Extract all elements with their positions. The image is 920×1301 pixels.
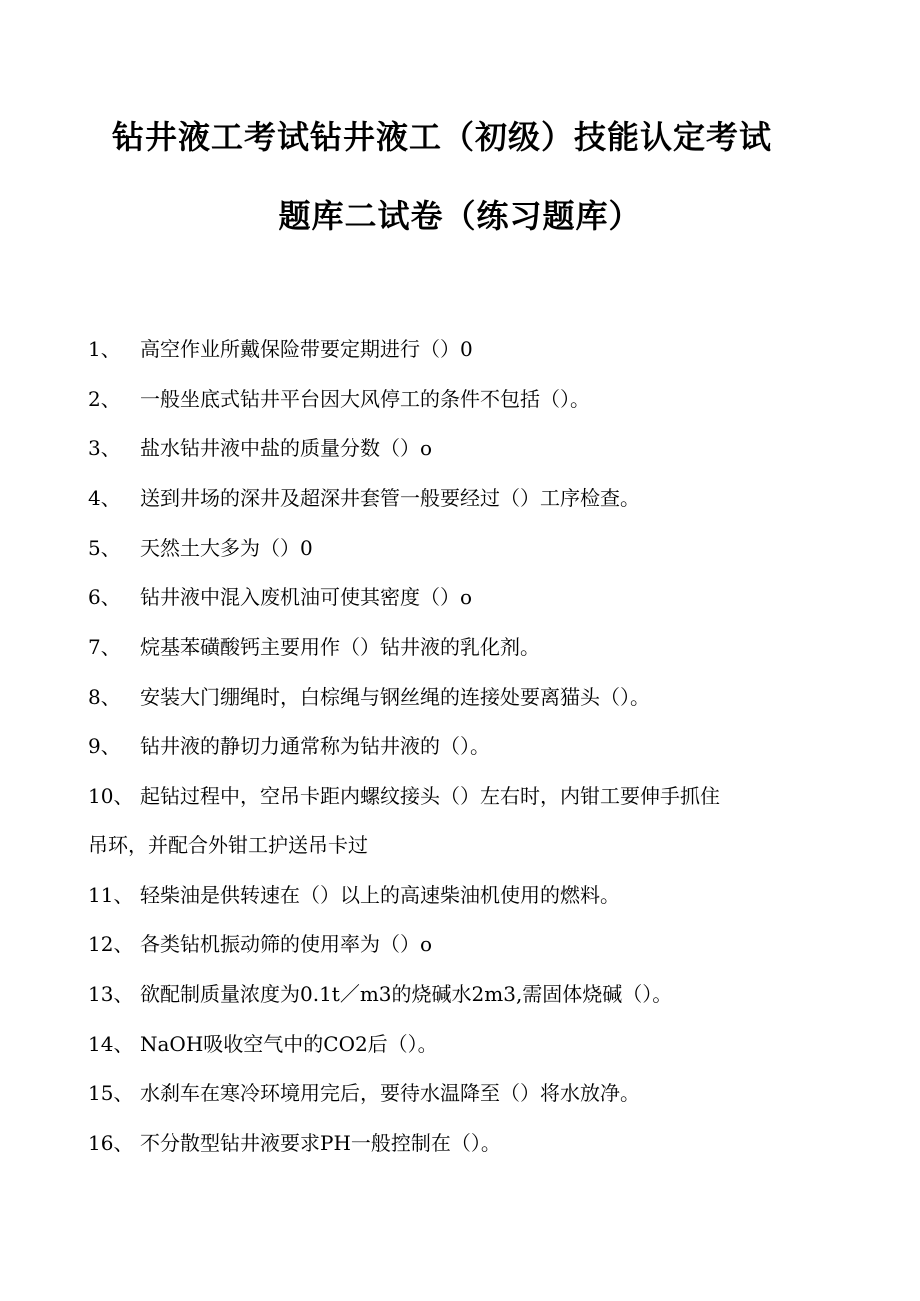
question-number: 16、	[88, 1131, 134, 1155]
question-text: 轻柴油是供转速在（）以上的高速柴油机使用的燃料。	[140, 883, 620, 907]
question-number: 2、	[88, 387, 121, 411]
question-item	[88, 733, 490, 759]
question-item	[88, 882, 620, 908]
question-item	[88, 1130, 501, 1156]
question-item	[88, 485, 640, 511]
question-text: 钻井液中混入废机油可使其密度（）o	[140, 585, 473, 609]
question-number: 4、	[88, 486, 121, 510]
question-number: 15、	[88, 1081, 134, 1105]
question-text: 安装大门绷绳时，白棕绳与钢丝绳的连接处要离猫头（）。	[140, 685, 650, 709]
question-number: 3、	[88, 436, 121, 460]
question-item	[88, 931, 432, 957]
question-item	[88, 435, 432, 461]
question-number: 10、	[88, 784, 134, 808]
question-text: 烷基苯磺酸钙主要用作（）钻井液的乳化剂。	[140, 635, 540, 659]
question-item	[88, 1080, 640, 1106]
question-number: 12、	[88, 932, 134, 956]
question-item	[88, 783, 720, 809]
question-number: 8、	[88, 685, 121, 709]
question-number: 9、	[88, 734, 121, 758]
question-continuation: 吊环，并配合外钳工护送吊卡过	[88, 833, 368, 857]
question-item	[88, 386, 590, 412]
question-text: 送到井场的深井及超深井套管一般要经过（）工序检查。	[140, 486, 640, 510]
question-text: 起钻过程中，空吊卡距内螺纹接头（）左右时，内钳工要伸手抓住	[140, 784, 720, 808]
question-number: 11、	[88, 883, 134, 907]
question-text: 各类钻机振动筛的使用率为（）o	[140, 932, 433, 956]
question-text: 水刹车在寒冷环境用完后，要待水温降至（）将水放净。	[140, 1081, 640, 1105]
question-text: 高空作业所戴保险带要定期进行（）0	[140, 337, 473, 361]
question-text: NaOH吸收空气中的CO2后（）。	[140, 1032, 438, 1056]
question-text: 盐水钻井液中盐的质量分数（）o	[140, 436, 433, 460]
question-text: 天然土大多为（）0	[140, 536, 313, 560]
question-item	[88, 981, 672, 1007]
question-number: 1、	[88, 337, 121, 361]
document-title-line-1: 钻井液工考试钻井液工（初级）技能认定考试	[111, 118, 772, 156]
document-title-line-2: 题库二试卷（练习题库）	[278, 197, 642, 235]
question-number: 13、	[88, 982, 134, 1006]
question-number: 7、	[88, 635, 121, 659]
question-text: 一般坐底式钻井平台因大风停工的条件不包括（）。	[140, 387, 590, 411]
question-item	[88, 535, 313, 561]
question-number: 5、	[88, 536, 121, 560]
question-text: 钻井液的静切力通常称为钻井液的（）。	[140, 734, 490, 758]
question-number: 14、	[88, 1032, 134, 1056]
question-text: 欲配制质量浓度为0.1t／m3的烧碱水2m3,需固体烧碱（）。	[140, 982, 673, 1006]
question-item	[88, 584, 472, 610]
question-text: 不分散型钻井液要求PH一般控制在（）。	[140, 1131, 501, 1155]
question-number: 6、	[88, 585, 121, 609]
question-item	[88, 684, 650, 710]
question-item	[88, 1031, 438, 1057]
question-item	[88, 336, 473, 362]
question-item	[88, 634, 540, 660]
